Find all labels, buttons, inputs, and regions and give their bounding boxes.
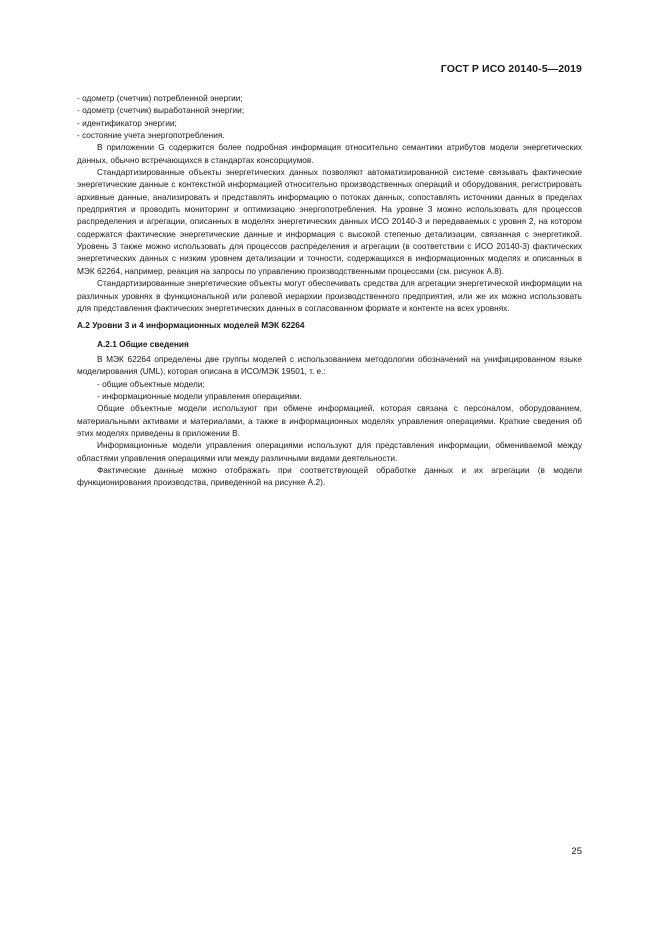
paragraph: В приложении G содержится более подробная информация относительно семантики атрибутов модели энергетических данных, обычно встречающихся в стандартах консорциумов. [77, 142, 582, 165]
paragraph: Стандартизированные энергетические объекты могут обеспечивать средства для агрегации энергетической информации на различных уровнях в функциональной или ролевой иерархии производственного предприятия, или же их можно использовать для представления фактических энергетических данных в согласованном формате и контенте на всех уровнях. [77, 278, 582, 313]
list-item: - идентификатор энергии; [77, 117, 177, 128]
document-header: ГОСТ Р ИСО 20140-5—2019 [440, 63, 582, 75]
paragraph: Общие объектные модели используют при обмене информацией, которая связана с персоналом, оборудованием, материальными активами и материалами, а также в информационных моделях управления операциями. Краткие сведения об этих моделях приведены в приложении В. [77, 403, 582, 438]
list-item: - общие объектные модели; [97, 378, 205, 389]
paragraph: Информационные модели управления операциями используют для представления информации, обмениваемой между областями управления операциями или между различными видами деятельности. [77, 440, 582, 463]
paragraph: В МЭК 62264 определены две группы моделей с использованием методологии обозначений на унифицированном языке моделирования (UML), которая описана в ИСО/МЭК 19501, т. е.: [77, 353, 582, 377]
page-number: 25 [571, 846, 582, 857]
list-item: - одометр (счетчик) потребленной энергии; [77, 93, 243, 103]
list-item: - информационные модели управления операциями. [97, 390, 302, 401]
document-body [77, 92, 582, 489]
subsection-heading: А.2.1 Общие сведения [97, 338, 189, 349]
list-item: - одометр (счетчик) выработанной энергии; [77, 105, 245, 116]
section-heading: А.2 Уровни 3 и 4 информационных моделей МЭК 62264 [77, 320, 305, 331]
list-item: - состояние учета энергопотребления. [77, 130, 225, 141]
paragraph: Фактические данные можно отображать при соответствующей обработке данных и их агрегации (в модели функционирования производства, приведенной на рисунке А.2). [77, 464, 582, 488]
paragraph: Стандартизированные объекты энергетических данных позволяют автоматизированной системе связывать фактические энергетические данные с контекстной информацией относительно производственных операций и оборудования, регистрировать архивные данные, анализировать и представлять информацию о потоках данных, сопоставлять источники данных в пределах предприятия и проводить мониторинг и оптимизацию энергопотребления. На уровне 3 можно использовать для процессов распределения и агрегации, описанных в моделях энергетических данных ИСО 20140-3 и передаваемых с уровня 2, на котором содержатся фактические энергетические данные и информация с высокой степенью детализации, связанная с энергетикой. Уровень 3 также можно использовать для процессов распределения и агрегации (в соответствии с ИСО 20140-3) фактических энергетических данных с низким уровнем детализации и точности, содержащихся в информационных моделях и описанных в МЭК 62264, например, реакция на запросы по управлению производственными процессами (см. рисунок А.8). [77, 167, 582, 276]
